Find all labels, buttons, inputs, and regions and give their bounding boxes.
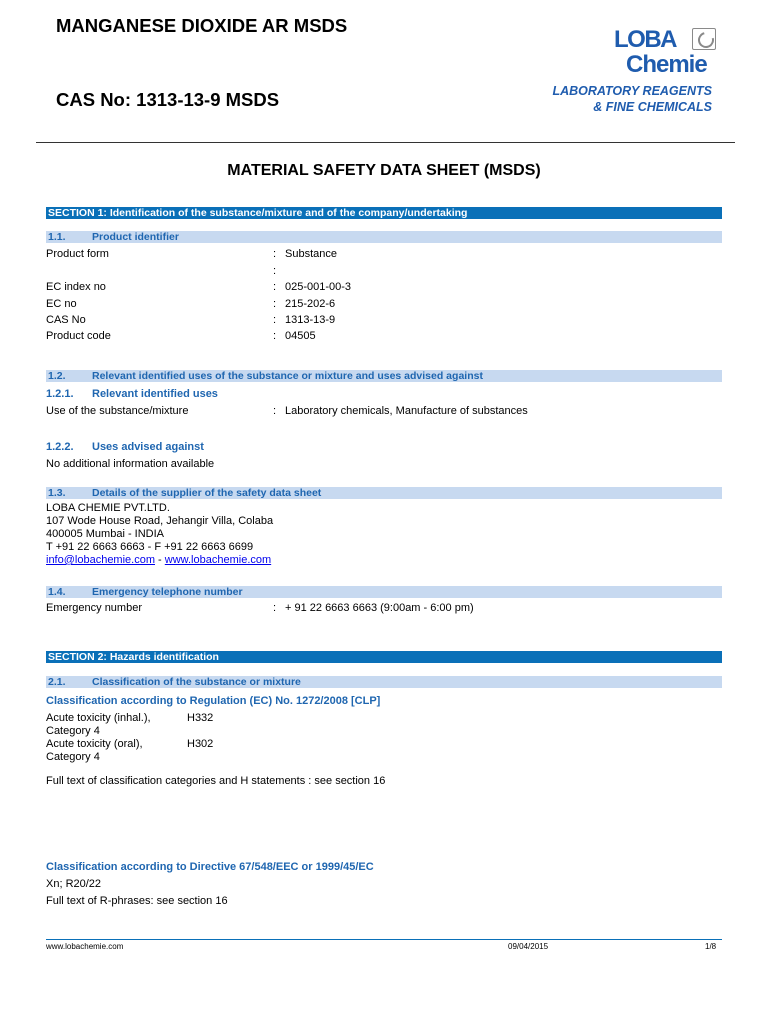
row-colon: : bbox=[273, 248, 277, 260]
section-2-bar: SECTION 2: Hazards identification bbox=[46, 651, 722, 663]
subsection-label: Emergency telephone number bbox=[92, 586, 243, 598]
supplier-address-2: 400005 Mumbai - INDIA bbox=[46, 528, 164, 540]
logo-text-loba: LOBA bbox=[614, 26, 676, 53]
supplier-address-1: 107 Wode House Road, Jehangir Villa, Colaba bbox=[46, 515, 274, 527]
clp-h-code-2: H302 bbox=[187, 738, 214, 750]
row-value-ec-no: 215-202-6 bbox=[285, 298, 336, 310]
subsection-number: 1.4. bbox=[48, 586, 66, 598]
cas-title: CAS No: 1313-13-9 MSDS bbox=[56, 89, 280, 110]
clp-class-1-line-2: Category 4 bbox=[46, 725, 100, 737]
clp-class-1-line-1: Acute toxicity (inhal.), bbox=[46, 712, 151, 724]
row-value-cas-no: 1313-13-9 bbox=[285, 314, 336, 326]
clp-class-2-line-1: Acute toxicity (oral), bbox=[46, 738, 143, 750]
footer-page-number: 1/8 bbox=[705, 942, 717, 951]
website-link[interactable]: www.lobachemie.com bbox=[164, 554, 272, 566]
row-colon: : bbox=[273, 265, 277, 277]
supplier-phone: T +91 22 6663 6663 - F +91 22 6663 6699 bbox=[46, 541, 254, 553]
subsection-number: 1.3. bbox=[48, 487, 66, 499]
row-value-product-form: Substance bbox=[285, 248, 337, 260]
row-value-use: Laboratory chemicals, Manufacture of substances bbox=[285, 405, 528, 417]
subsection-1-3-bar bbox=[46, 487, 722, 499]
row-colon: : bbox=[273, 298, 277, 310]
subsection-label: Product identifier bbox=[92, 231, 179, 243]
row-colon: : bbox=[273, 602, 277, 614]
msds-heading: MATERIAL SAFETY DATA SHEET (MSDS) bbox=[227, 162, 541, 179]
header-divider bbox=[36, 142, 735, 143]
subsection-number: 1.2.1. bbox=[46, 388, 74, 400]
row-colon: : bbox=[273, 314, 277, 326]
row-label-product-code: Product code bbox=[46, 330, 111, 342]
logo-flask-icon bbox=[692, 28, 716, 50]
row-label-emergency: Emergency number bbox=[46, 602, 142, 614]
supplier-company: LOBA CHEMIE PVT.LTD. bbox=[46, 502, 170, 514]
subsection-number: 1.1. bbox=[48, 231, 66, 243]
subsection-label: Relevant identified uses bbox=[92, 388, 218, 400]
clp-heading: Classification according to Regulation (EC) No. 1272/2008 [CLP] bbox=[46, 695, 381, 707]
subsection-1-2-bar bbox=[46, 370, 722, 382]
logo-text-chemie: Chemie bbox=[626, 51, 707, 78]
row-value-emergency: + 91 22 6663 6663 (9:00am - 6:00 pm) bbox=[285, 602, 474, 614]
company-tagline bbox=[552, 83, 712, 115]
row-value-ec-index: 025-001-00-3 bbox=[285, 281, 352, 293]
clp-class-2-line-2: Category 4 bbox=[46, 751, 100, 763]
row-value-product-code: 04505 bbox=[285, 330, 316, 342]
clp-full-text-note: Full text of classification categories and H statements : see section 16 bbox=[46, 775, 386, 787]
company-logo bbox=[614, 28, 718, 82]
dsd-heading: Classification according to Directive 67/548/EEC or 1999/45/EC bbox=[46, 861, 374, 873]
dsd-classification: Xn; R20/22 bbox=[46, 878, 102, 890]
email-link[interactable]: info@lobachemie.com bbox=[46, 554, 155, 566]
document-title: MANGANESE DIOXIDE AR MSDS bbox=[56, 15, 348, 36]
subsection-number: 2.1. bbox=[48, 676, 66, 688]
row-label-use: Use of the substance/mixture bbox=[46, 405, 189, 417]
row-label-ec-index: EC index no bbox=[46, 281, 106, 293]
subsection-1-4-bar bbox=[46, 586, 722, 598]
row-label-cas-no: CAS No bbox=[46, 314, 86, 326]
row-colon: : bbox=[273, 281, 277, 293]
link-separator: - bbox=[155, 554, 165, 566]
row-colon: : bbox=[273, 330, 277, 342]
subsection-2-1-bar bbox=[46, 676, 722, 688]
tagline-line-2: & FINE CHEMICALS bbox=[593, 100, 712, 114]
row-colon: : bbox=[273, 405, 277, 417]
footer-divider bbox=[46, 939, 722, 940]
tagline-line-1: LABORATORY REAGENTS bbox=[552, 84, 712, 98]
footer-website: www.lobachemie.com bbox=[46, 942, 124, 951]
footer-date: 09/04/2015 bbox=[508, 942, 549, 951]
row-label-product-form: Product form bbox=[46, 248, 109, 260]
subsection-1-1-bar bbox=[46, 231, 722, 243]
subsection-label: Uses advised against bbox=[92, 441, 204, 453]
section-1-bar: SECTION 1: Identification of the substance/mixture and of the company/undertaking bbox=[46, 207, 722, 219]
advised-against-text: No additional information available bbox=[46, 458, 215, 470]
dsd-full-text-note: Full text of R-phrases: see section 16 bbox=[46, 895, 228, 907]
clp-h-code-1: H332 bbox=[187, 712, 214, 724]
supplier-contact-links bbox=[46, 554, 271, 567]
subsection-number: 1.2. bbox=[48, 370, 66, 382]
row-label-ec-no: EC no bbox=[46, 298, 77, 310]
subsection-number: 1.2.2. bbox=[46, 441, 74, 453]
subsection-label: Details of the supplier of the safety data sheet bbox=[92, 487, 322, 499]
subsection-label: Relevant identified uses of the substance or mixture and uses advised against bbox=[92, 370, 483, 382]
subsection-label: Classification of the substance or mixture bbox=[92, 676, 301, 688]
